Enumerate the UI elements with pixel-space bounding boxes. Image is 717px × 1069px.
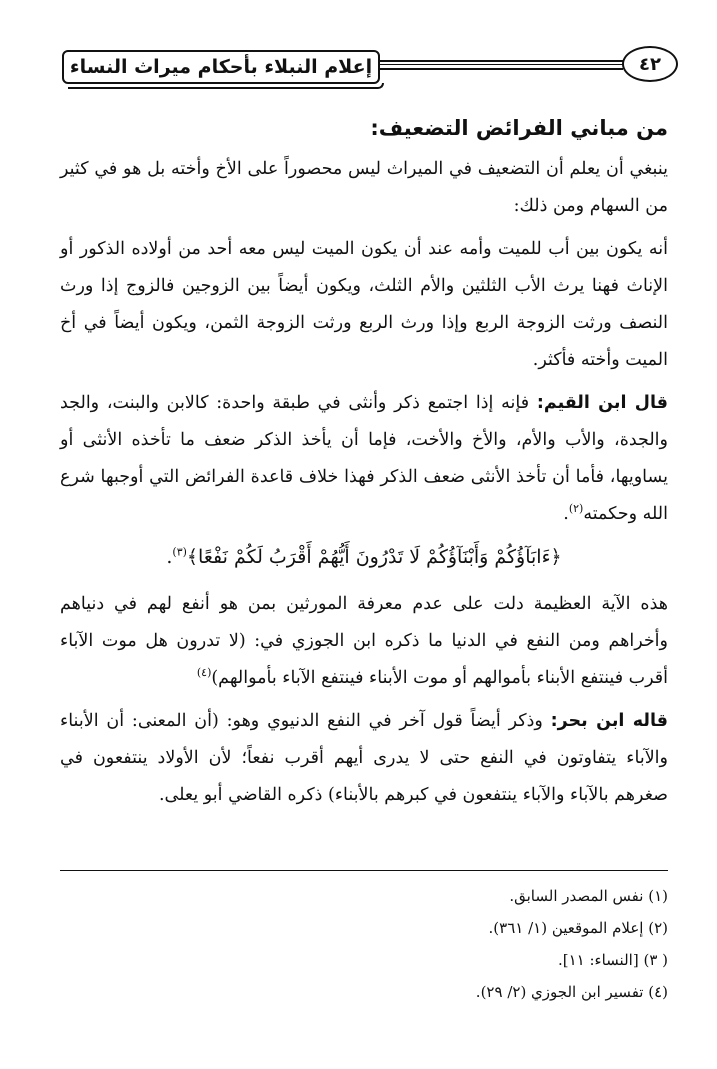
section-heading: من مباني الفرائض التضعيف: [370, 116, 668, 140]
footnote-ref-3: (٣) [172, 545, 187, 559]
footnote-4: (٤) تفسير ابن الجوزي (٢/ ٢٩). [475, 983, 668, 1001]
paragraph-2: أنه يكون بين أب للميت وأمه عند أن يكون الميت ليس معه أحد من أولاده الذكور أو الإناث فهنا يرث الأب الثلثين والأم الثلث، ويكون أيضاً بين الزوجين فالزوج إذا ورث النصف ورثت الزوجة الربع وإذا ورث الربع ورثت الزوجة الثمن، ويكون أيضاً في أخ الميت وأخته فأكثر. [60, 239, 668, 370]
paragraph-4 [60, 586, 668, 697]
book-title: إعلام النبلاء بأحكام ميراث النساء [62, 50, 380, 84]
main-text [60, 110, 668, 820]
paragraph-5-text: وذكر أيضاً قول آخر في النفع الدنيوي وهو: (أن المعنى: أن الأبناء والآباء يتفاوتون في النفع حتى لا يدرى أيهم أقرب نفعاً؛ لأن الأولاد ينتفعون في صغرهم بالآباء والآباء ينتفعون في كبرهم بالأبناء) ذكره القاضي أبو يعلى. [60, 711, 668, 805]
footnotes [60, 880, 668, 1008]
footnote-1: (١) نفس المصدر السابق. [509, 887, 668, 905]
paragraph-4-text: هذه الآية العظيمة دلت على عدم معرفة المورثين بمن هو أنفع لهم في دنياهم وأخراهم ومن النفع في الدنيا ما ذكره ابن الجوزي في: (لا تدرون هل موت الآباء أقرب فينتفع الأبناء بأموالهم أو موت الأبناء فينتفع الآباء بأموالهم) [60, 594, 668, 688]
quote-label-ibn-qayyim: قال ابن القيم: [536, 393, 668, 413]
footnote-2: (٢) إعلام الموقعين (١/ ٣٦١). [488, 919, 668, 937]
footnote-divider [60, 870, 668, 871]
footnote-ref-4: (٤) [196, 666, 212, 680]
page-header [38, 46, 682, 90]
verse-text: ﴿ءَابَآؤُكُمْ وَأَبْنَآؤُكُمْ لَا تَدْرُونَ أَيُّهُمْ أَقْرَبُ لَكُمْ نَفْعًا﴾ [186, 546, 562, 568]
paragraph-3-text: فإنه إذا اجتمع ذكر وأنثى في طبقة واحدة: كالابن والبنت، والجد والجدة، والأب والأم، والأخ والأخت، فإما أن يأخذ الذكر ضعف ما تأخذه الأنثى أو يساويها، فأما أن تأخذ الأنثى ضعف الذكر فهذا خلاف قاعدة الفرائض التي أوجبها شرع الله وحكمته [60, 393, 668, 524]
quote-label-ibn-bahr: قاله ابن بحر: [550, 711, 668, 731]
paragraph-1: ينبغي أن يعلم أن التضعيف في الميراث ليس محصوراً على الأخ وأخته بل هو في كثير من السهام ومن ذلك: [60, 159, 668, 216]
footnote-3: ( ٣) [النساء: ١١]. [557, 951, 668, 969]
page-number: ٤٢ [622, 46, 678, 82]
paragraph-3: قال ابن القيم: فإنه إذا اجتمع ذكر وأنثى في طبقة واحدة: كالابن والبنت، والجد والجدة، والأب والأم، والأخ والأخت، فإما أن يأخذ الذكر ضعف ما تأخذه الأنثى أو يساويها، فأما أن تأخذ الأنثى ضعف الذكر فهذا خلاف قاعدة الفرائض التي أوجبها شرع الله وحكمته$^{(٢)}$. [60, 393, 668, 524]
footnote-ref-2: (٢) [568, 502, 584, 516]
header-rule [380, 60, 623, 70]
paragraph-5 [60, 703, 668, 814]
quran-verse: ﴿ءَابَآؤُكُمْ وَأَبْنَآؤُكُمْ لَا تَدْرُونَ أَيُّهُمْ أَقْرَبُ لَكُمْ نَفْعًا﴾$^{(٣)}$. [166, 545, 562, 568]
